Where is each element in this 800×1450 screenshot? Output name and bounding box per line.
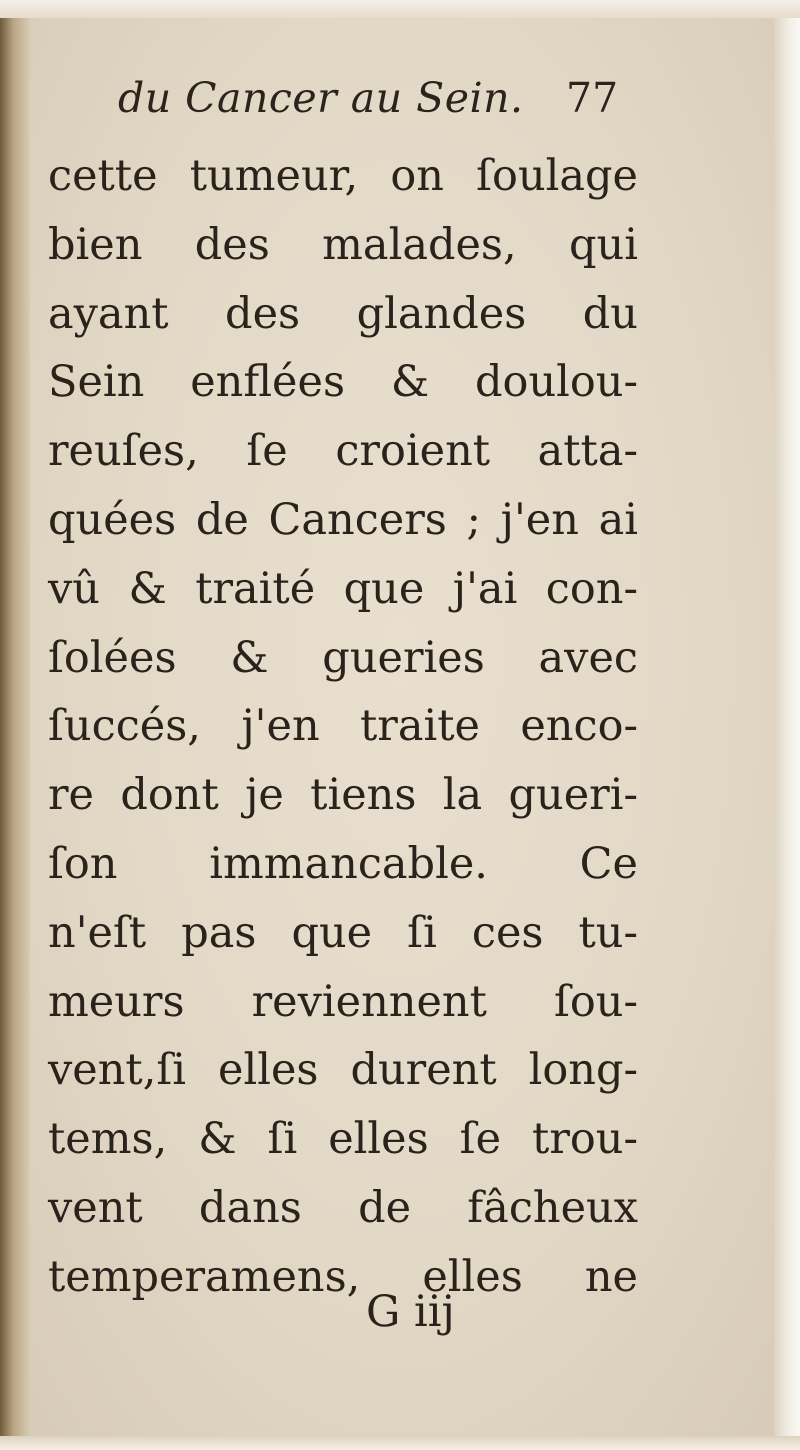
text-line: vent,ſi elles durent long- <box>48 1045 638 1096</box>
text-line: n'eſt pas que ſi ces tu- <box>48 907 638 958</box>
text-line: quées de Cancers ; j'en ai <box>48 494 638 545</box>
text-line: reuſes, ſe croient atta- <box>48 426 638 477</box>
page-edge-top <box>0 0 800 18</box>
text-line: bien des malades, qui <box>48 219 638 270</box>
text-line: meurs reviennent ſou- <box>48 976 638 1027</box>
text-line: temperamens, elles ne <box>48 1251 638 1302</box>
running-title: du Cancer au Sein. <box>118 74 524 122</box>
text-line: ſolées & gueries avec <box>48 632 638 683</box>
signature-mark: G iij <box>366 1287 455 1337</box>
text-line: cette tumeur, on ſoulage <box>48 151 638 201</box>
page-edge-right <box>774 0 800 1450</box>
text-line: ſon immancable. Ce <box>48 838 638 889</box>
running-head <box>118 70 638 126</box>
body-text <box>48 142 638 1312</box>
text-line: Sein enflées & doulou- <box>48 357 638 408</box>
text-line: vent dans de fâcheux <box>48 1182 638 1233</box>
text-line: vû & traité que j'ai con- <box>48 563 638 614</box>
binding-gutter <box>0 0 30 1450</box>
page-number: 77 <box>566 74 619 122</box>
text-line: ſuccés, j'en traite enco- <box>48 701 638 752</box>
text-line: re dont je tiens la gueri- <box>48 770 638 821</box>
text-line: ayant des glandes du <box>48 288 638 339</box>
text-line: tems, & ſi elles ſe trou- <box>48 1114 638 1165</box>
page-edge-bottom <box>0 1436 800 1450</box>
